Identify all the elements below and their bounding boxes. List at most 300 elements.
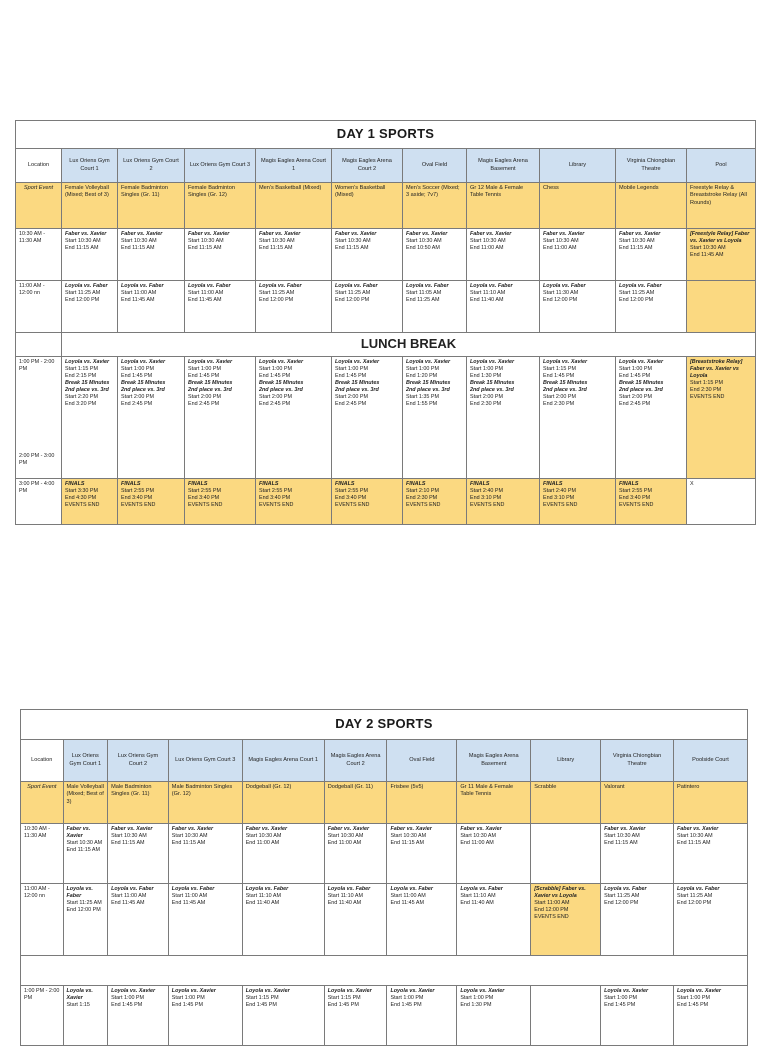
match-cell <box>118 229 185 281</box>
match-cell <box>118 357 185 479</box>
match-cell <box>63 986 108 1046</box>
venue-header: Lux Oriens Gym Court 1 <box>62 149 118 183</box>
cell-text: 2nd place vs. 3rd <box>188 387 232 394</box>
cell-text: Start 2:00 PM <box>470 394 503 401</box>
cell-text: Start 10:30 AM <box>460 833 496 840</box>
cell-text: Break 15 Minutes <box>619 380 664 387</box>
cell-text: End 2:15 PM <box>65 373 97 380</box>
venue-header: Oval Field <box>403 149 467 183</box>
cell-text: End 2:30 PM <box>690 387 722 394</box>
cell-text: Loyola vs. Xavier <box>604 988 649 994</box>
cell-text: End 3:10 PM <box>470 495 502 502</box>
cell-text: End 2:30 PM <box>470 401 502 408</box>
cell-text: Loyola vs. Xavier <box>390 988 435 994</box>
cell-text: Loyola vs. Faber <box>460 886 503 892</box>
cell-text: Start 2:00 PM <box>188 394 221 401</box>
sport-event-cell: Scrabble <box>531 782 601 824</box>
cell-text: Faber vs. Xavier <box>460 826 502 832</box>
cell-text: End 11:00 AM <box>543 245 577 252</box>
cell-text: Start 3:30 PM <box>65 488 98 495</box>
cell-text: FINALS <box>470 481 490 487</box>
sport-event-cell: Female Badminton Singles (Gr. 12) <box>185 183 256 229</box>
cell-text: End 12:00 PM <box>534 907 569 914</box>
match-cell <box>324 986 387 1046</box>
cell-text: Start 11:10 AM <box>460 893 496 900</box>
cell-text: Loyola vs. Xavier <box>188 359 233 365</box>
cell-text: Loyola vs. Xavier <box>65 359 110 365</box>
cell-text: Faber vs. Xavier <box>121 231 163 237</box>
cell-text: Start 1:00 PM <box>111 995 145 1002</box>
cell-text: End 3:40 PM <box>619 495 651 502</box>
sport-event-cell: Female Volleyball (Mixed; Best of 3) <box>62 183 118 229</box>
cell-text: Start 1:00 PM <box>470 366 503 373</box>
cell-text: Start 10:30 AM <box>66 840 103 847</box>
match-cell <box>467 281 540 333</box>
cell-text: Start 11:25 AM <box>676 893 713 900</box>
match-cell <box>403 357 467 479</box>
match-cell <box>256 229 332 281</box>
match-cell <box>540 281 616 333</box>
venue-header: Magis Eagles Arena Court 2 <box>324 740 387 782</box>
cell-text: End 1:45 PM <box>111 1002 143 1009</box>
cell-text: End 1:55 PM <box>406 401 438 408</box>
cell-text: Start 1:00 PM <box>171 995 205 1002</box>
venue-header: Oval Field <box>387 740 457 782</box>
cell-text: Start 10:30 AM <box>406 238 442 245</box>
cell-text: End 11:15 AM <box>604 840 638 847</box>
cell-text: Start 11:25 AM <box>604 893 640 900</box>
cell-text: Start 2:55 PM <box>259 488 292 495</box>
cell-text: EVENTS END <box>534 914 569 921</box>
cell-text: Start 2:00 PM <box>335 394 368 401</box>
cell-text: End 10:50 AM <box>406 245 440 252</box>
cell-text: Start 10:30 AM <box>121 238 157 245</box>
cell-text: Faber vs. Xavier <box>543 231 585 237</box>
cell-text: End 3:20 PM <box>65 401 97 408</box>
match-cell <box>467 357 540 479</box>
cell-text: Loyola vs. Xavier <box>335 359 380 365</box>
cell-text: Start 10:30 AM <box>65 238 101 245</box>
time-slot: 3:00 PM - 4:00 PM <box>16 479 62 525</box>
cell-text: End 3:40 PM <box>259 495 291 502</box>
finals-cell <box>332 479 403 525</box>
finals-cell <box>62 479 118 525</box>
cell-text: End 3:40 PM <box>121 495 153 502</box>
cell-text: Loyola vs. Xavier <box>327 988 372 994</box>
time-slot: 11:00 AM - 12:00 nn <box>21 884 64 956</box>
cell-text: Faber vs. Xavier <box>327 826 370 832</box>
match-cell <box>673 824 747 884</box>
cell-text: Start 2:40 PM <box>543 488 576 495</box>
cell-text: End 12:00 PM <box>676 900 712 907</box>
cell-text: Start 10:30 AM <box>245 833 282 840</box>
sport-event-cell: Patintero <box>673 782 747 824</box>
cell-text: 2nd place vs. 3rd <box>335 387 379 394</box>
cell-text: FINALS <box>335 481 355 487</box>
match-cell <box>185 281 256 333</box>
cell-text: Loyola vs. Faber <box>406 283 449 289</box>
cell-text: FINALS <box>121 481 141 487</box>
cell-text: End 11:25 AM <box>406 297 440 304</box>
cell-text: EVENTS END <box>65 502 100 509</box>
cell-text: Start 11:00 AM <box>121 290 157 297</box>
match-cell <box>242 824 324 884</box>
match-cell <box>62 357 118 479</box>
sport-event-cell: Mobile Legends <box>616 183 687 229</box>
match-cell <box>242 986 324 1046</box>
venue-header: Magis Eagles Arena Basement <box>467 149 540 183</box>
cell-text: 2nd place vs. 3rd <box>543 387 587 394</box>
cell-text: FINALS <box>188 481 208 487</box>
finals-cell <box>540 479 616 525</box>
match-cell <box>457 884 531 956</box>
cell-text: EVENTS END <box>121 502 156 509</box>
cell-text: End 1:45 PM <box>604 1002 636 1009</box>
cell-text: Start 10:30 AM <box>690 245 726 252</box>
cell-text: EVENTS END <box>259 502 294 509</box>
cell-text: End 12:00 PM <box>604 900 639 907</box>
cell-text: [Breaststroke Relay] Faber vs. Xavier vs Loyola <box>690 359 743 380</box>
finals-cell <box>118 479 185 525</box>
cell-text: End 11:15 AM <box>390 840 424 847</box>
day1-schedule-table <box>15 120 756 525</box>
cell-text: End 11:15 AM <box>111 840 145 847</box>
match-cell <box>256 281 332 333</box>
match-cell <box>168 824 242 884</box>
finals-cell <box>256 479 332 525</box>
cell-text: Loyola vs. Faber <box>604 886 647 892</box>
match-cell <box>256 357 332 479</box>
cell-text: End 11:00 AM <box>327 840 362 847</box>
match-cell <box>387 824 457 884</box>
cell-text: EVENTS END <box>188 502 223 509</box>
cell-text: FINALS <box>543 481 563 487</box>
cell-text: Faber vs. Xavier <box>406 231 448 237</box>
cell-text: [Freestyle Relay] Faber vs. Xavier vs Loyola <box>690 231 750 245</box>
cell-text: End 1:45 PM <box>335 373 367 380</box>
cell-text: End 12:00 PM <box>619 297 654 304</box>
cell-text: Start 10:30 AM <box>470 238 506 245</box>
cell-text: Break 15 Minutes <box>335 380 380 387</box>
match-cell <box>616 357 687 479</box>
sport-event-cell: Chess <box>540 183 616 229</box>
cell-text: Faber vs. Xavier <box>259 231 301 237</box>
cell-text: Start 10:30 AM <box>619 238 655 245</box>
cell-text: Start 1:00 PM <box>676 995 710 1002</box>
cell-text: Start 2:00 PM <box>619 394 652 401</box>
cell-text: Faber vs. Xavier <box>66 826 91 840</box>
match-cell <box>332 281 403 333</box>
match-cell <box>601 824 674 884</box>
sport-event-cell: Women's Basketball (Mixed) <box>332 183 403 229</box>
match-cell <box>62 281 118 333</box>
cell-text: X <box>690 481 694 487</box>
match-cell <box>324 884 387 956</box>
cell-text: Start 11:00 AM <box>534 900 570 907</box>
cell-text: Loyola vs. Faber <box>245 886 289 892</box>
venue-header: Virginia Chiongbian Theatre <box>616 149 687 183</box>
cell-text: Start 11:10 AM <box>470 290 506 297</box>
cell-text: End 11:15 AM <box>66 847 100 854</box>
cell-text: Start 11:25 AM <box>259 290 295 297</box>
cell-text: Loyola vs. Faber <box>543 283 586 289</box>
cell-text: Start 11:00 AM <box>188 290 224 297</box>
match-cell <box>540 229 616 281</box>
cell-text: End 1:45 PM <box>543 373 575 380</box>
cell-text: Start 11:10 AM <box>245 893 281 900</box>
cell-text: Break 15 Minutes <box>259 380 304 387</box>
cell-text: End 2:45 PM <box>335 401 367 408</box>
cell-text: End 2:30 PM <box>543 401 575 408</box>
cell-text: [Scrabble] Faber vs. Xavier vs Loyola <box>534 886 586 900</box>
cell-text: End 11:40 AM <box>470 297 504 304</box>
cell-text: End 1:30 PM <box>470 373 502 380</box>
cell-text: Break 15 Minutes <box>470 380 515 387</box>
sport-event-cell: Gr 11 Male & Female Table Tennis <box>457 782 531 824</box>
cell-text: End 1:45 PM <box>121 373 153 380</box>
cell-text: Start 1:00 PM <box>390 995 424 1002</box>
cell-text: Loyola vs. Faber <box>171 886 215 892</box>
cell-text: End 12:00 PM <box>65 297 100 304</box>
cell-text: End 12:00 PM <box>66 907 101 914</box>
match-cell <box>457 986 531 1046</box>
cell-text: End 1:45 PM <box>188 373 220 380</box>
cell-text: Start 2:55 PM <box>188 488 221 495</box>
time-slot <box>16 357 62 479</box>
sport-event-cell: Dodgeball (Gr. 12) <box>242 782 324 824</box>
cell-text: End 1:45 PM <box>327 1002 359 1009</box>
cell-text: EVENTS END <box>619 502 654 509</box>
time-slot-2: 2:00 PM - 3:00 PM <box>19 453 55 467</box>
cell-text: Start 1:00 PM <box>259 366 292 373</box>
cell-text: Loyola vs. Xavier <box>460 988 505 994</box>
cell-text: 2nd place vs. 3rd <box>619 387 663 394</box>
match-cell <box>673 884 747 956</box>
cell-text: End 4:30 PM <box>65 495 97 502</box>
cell-text: End 11:00 AM <box>470 245 504 252</box>
cell-text: EVENTS END <box>543 502 578 509</box>
match-cell <box>324 824 387 884</box>
cell-text: End 1:45 PM <box>619 373 651 380</box>
cell-text: Start 10:30 AM <box>171 833 208 840</box>
match-cell <box>616 281 687 333</box>
cell-text: End 3:10 PM <box>543 495 575 502</box>
venue-header: Library <box>531 740 601 782</box>
cell-text: 2nd place vs. 3rd <box>259 387 303 394</box>
cell-text: End 11:00 AM <box>245 840 280 847</box>
cell-text: EVENTS END <box>690 394 725 401</box>
cell-text: FINALS <box>619 481 639 487</box>
match-cell <box>168 986 242 1046</box>
time-slot: 1:00 PM - 2:00 PM <box>21 986 64 1046</box>
cell-text: End 11:00 AM <box>460 840 494 847</box>
match-cell <box>332 229 403 281</box>
cell-text: Faber vs. Xavier <box>188 231 230 237</box>
location-header: Location <box>16 149 62 183</box>
time-slot: 10:30 AM - 11:30 AM <box>21 824 64 884</box>
venue-header: Poolside Court <box>673 740 747 782</box>
venue-header: Lux Oriens Gym Court 3 <box>168 740 242 782</box>
cell-text: End 11:45 AM <box>121 297 155 304</box>
cell-text: Start 1:00 PM <box>121 366 154 373</box>
cell-text: End 2:45 PM <box>619 401 651 408</box>
match-cell <box>616 229 687 281</box>
cell-text: Start 2:00 PM <box>259 394 292 401</box>
match-cell <box>457 824 531 884</box>
cell-text: Loyola vs. Faber <box>188 283 231 289</box>
cell-text: Start 11:00 AM <box>111 893 147 900</box>
cell-text: Start 1:35 PM <box>406 394 439 401</box>
cell-text: Faber vs. Xavier <box>65 231 107 237</box>
venue-header: Lux Oriens Gym Court 3 <box>185 149 256 183</box>
cell-text: Start 1:00 PM <box>604 995 638 1002</box>
cell-text: Loyola vs. Xavier <box>245 988 290 994</box>
cell-text: Loyola vs. Faber <box>259 283 302 289</box>
time-slot-1: 1:00 PM - 2:00 PM <box>19 359 55 373</box>
cell-text: Start 11:25 AM <box>66 900 102 907</box>
cell-text: Loyola vs. Faber <box>327 886 371 892</box>
day1-lunch-break-label: LUNCH BREAK <box>62 333 756 357</box>
sport-event-cell: Male Volleyball (Mixed; Best of 3) <box>63 782 108 824</box>
cell-text: Start 1:00 PM <box>406 366 439 373</box>
match-cell <box>185 357 256 479</box>
venue-header: Magis Eagles Arena Court 2 <box>332 149 403 183</box>
cell-text: Start 2:20 PM <box>65 394 98 401</box>
cell-text: Loyola vs. Xavier <box>259 359 304 365</box>
match-cell <box>601 986 674 1046</box>
cell-text: Start 1:00 PM <box>188 366 221 373</box>
cell-text: Faber vs. Xavier <box>619 231 661 237</box>
venue-header: Virginia Chiongbian Theatre <box>601 740 674 782</box>
cell-text: End 11:15 AM <box>619 245 653 252</box>
match-cell <box>673 986 747 1046</box>
cell-text: End 11:45 AM <box>111 900 145 907</box>
match-cell <box>687 229 756 281</box>
cell-text: Start 10:30 AM <box>327 833 364 840</box>
cell-text: Start 1:15 <box>66 1002 90 1009</box>
cell-text: Faber vs. Xavier <box>390 826 432 832</box>
venue-header: Lux Oriens Gym Court 2 <box>118 149 185 183</box>
finals-cell <box>185 479 256 525</box>
cell-text: End 11:45 AM <box>690 252 724 259</box>
venue-header: Pool <box>687 149 756 183</box>
time-slot: 10:30 AM - 11:30 AM <box>16 229 62 281</box>
cell-text: End 1:45 PM <box>390 1002 422 1009</box>
match-cell <box>403 229 467 281</box>
cell-text: Start 2:00 PM <box>121 394 154 401</box>
day1-title: DAY 1 SPORTS <box>16 121 756 149</box>
match-cell <box>387 986 457 1046</box>
match-cell <box>118 281 185 333</box>
venue-header: Lux Oriens Gym Court 1 <box>63 740 108 782</box>
cell-text: EVENTS END <box>406 502 441 509</box>
cell-text: End 3:40 PM <box>335 495 367 502</box>
cell-text: Start 11:25 AM <box>65 290 101 297</box>
match-cell <box>108 986 169 1046</box>
cell-text: Start 10:30 AM <box>390 833 427 840</box>
cell-text: End 12:00 PM <box>259 297 294 304</box>
cell-text: End 11:45 AM <box>188 297 222 304</box>
cell-text: End 1:45 PM <box>171 1002 203 1009</box>
match-cell <box>531 824 601 884</box>
cell-text: Start 1:15 PM <box>65 366 98 373</box>
match-cell <box>185 229 256 281</box>
cell-text: Start 2:40 PM <box>470 488 503 495</box>
sport-event-cell: Valorant <box>601 782 674 824</box>
cell-text: Start 11:05 AM <box>406 290 442 297</box>
cell-text: End 12:00 PM <box>335 297 370 304</box>
match-cell <box>531 884 601 956</box>
cell-text: Loyola vs. Xavier <box>543 359 588 365</box>
cell-text: Start 2:10 PM <box>406 488 439 495</box>
cell-text: Loyola vs. Faber <box>619 283 662 289</box>
match-cell <box>467 229 540 281</box>
cell-text: Faber vs. Xavier <box>335 231 377 237</box>
cell-text: End 11:45 AM <box>390 900 424 907</box>
cell-text: Loyola vs. Xavier <box>171 988 216 994</box>
cell-text: Start 11:25 AM <box>335 290 371 297</box>
cell-text: Break 15 Minutes <box>406 380 451 387</box>
cell-text: End 1:45 PM <box>245 1002 277 1009</box>
cell-text: FINALS <box>65 481 85 487</box>
cell-text: 2nd place vs. 3rd <box>121 387 165 394</box>
match-cell <box>242 884 324 956</box>
cell-text: End 1:30 PM <box>460 1002 492 1009</box>
cell-text: End 11:40 AM <box>245 900 280 907</box>
cell-text: EVENTS END <box>470 502 505 509</box>
cell-text: End 1:45 PM <box>676 1002 709 1009</box>
cell-text: Start 11:25 AM <box>619 290 655 297</box>
cell-text: Start 11:00 AM <box>390 893 426 900</box>
sport-event-label: Sport Event <box>16 183 62 229</box>
match-cell <box>687 281 756 333</box>
cell-text: Loyola vs. Faber <box>470 283 513 289</box>
match-cell <box>63 824 108 884</box>
cell-text: Faber vs. Xavier <box>111 826 153 832</box>
cell-text: Start 10:30 AM <box>111 833 147 840</box>
cell-text: FINALS <box>259 481 279 487</box>
cell-text: Start 1:00 PM <box>619 366 652 373</box>
cell-text: Start 10:30 AM <box>335 238 371 245</box>
cell-text: Loyola vs. Faber <box>66 886 93 900</box>
cell-text: Start 1:00 PM <box>460 995 494 1002</box>
cell-text: Start 2:55 PM <box>335 488 368 495</box>
cell-text: Start 1:00 PM <box>335 366 368 373</box>
cell-text: Start 10:30 AM <box>676 833 713 840</box>
finals-cell <box>687 479 756 525</box>
sport-event-cell: Men's Basketball (Mixed) <box>256 183 332 229</box>
cell-text: Start 1:15 PM <box>245 995 279 1002</box>
day2-title: DAY 2 SPORTS <box>21 710 748 740</box>
sport-event-cell: Male Badminton Singles (Gr. 12) <box>168 782 242 824</box>
sport-event-label: Sport Event <box>21 782 64 824</box>
cell-text: EVENTS END <box>335 502 370 509</box>
cell-text: Start 11:10 AM <box>327 893 363 900</box>
cell-text: End 11:15 AM <box>188 245 222 252</box>
sport-event-cell: Gr 12 Male & Female Table Tennis <box>467 183 540 229</box>
cell-text: End 11:40 AM <box>327 900 362 907</box>
cell-text: Loyola vs. Xavier <box>66 988 93 1002</box>
cell-text: Loyola vs. Faber <box>121 283 164 289</box>
cell-text: End 2:45 PM <box>188 401 220 408</box>
cell-text: End 2:45 PM <box>259 401 291 408</box>
venue-header: Library <box>540 149 616 183</box>
cell-text: End 11:15 AM <box>171 840 206 847</box>
cell-text: End 2:45 PM <box>121 401 153 408</box>
sport-event-cell: Freestyle Relay & Breaststroke Relay (All Rounds) <box>687 183 756 229</box>
match-cell <box>403 281 467 333</box>
cell-text: End 11:15 AM <box>65 245 99 252</box>
